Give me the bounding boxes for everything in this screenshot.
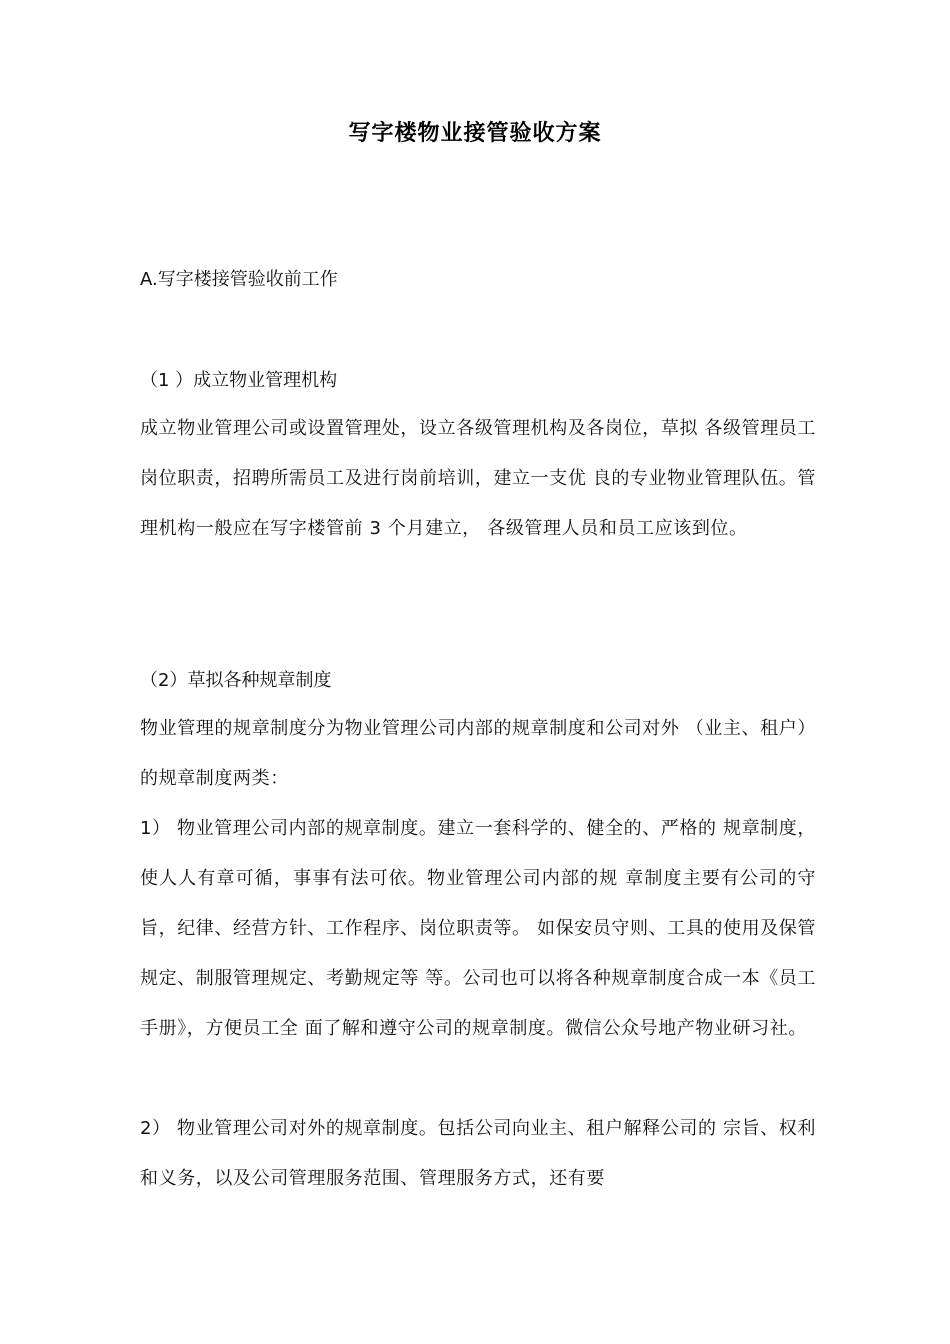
- section-a-heading: A.写字楼接管验收前工作: [140, 269, 338, 290]
- list-item-internal-rules: 1） 物业管理公司内部的规章制度。建立一套科学的、健全的、严格的 规章制度，使人人有章可循，事事有法可依。物业管理公司内部的规 章制度主要有公司的守旨，纪律、经营方针、工作程序、岗位职责等。 如保安员守则、工具的使用及保管规定、制服管理规定、考勤规定等 等。公司也可以将各种规章制度合成一本《员工手册》，方便员工全 面了解和遵守公司的规章制度。微信公众号地产物业研习社。: [140, 818, 816, 1039]
- subsection-2-heading: （2）草拟各种规章制度: [140, 670, 332, 691]
- list-item-external-rules: 2） 物业管理公司对外的规章制度。包括公司向业主、租户解释公司的 宗旨、权利和义务，以及公司管理服务范围、管理服务方式，还有要: [140, 1118, 816, 1189]
- subsection-1-paragraph: 成立物业管理公司或设置管理处，设立各级管理机构及各岗位，草拟 各级管理员工岗位职责，招聘所需员工及进行岗前培训，建立一支优 良的专业物业管理队伍。管理机构一般应在写字楼管前 3 个月建立， 各级管理人员和员工应该到位。: [140, 418, 816, 539]
- subsection-1-heading: （1 ）成立物业管理机构: [140, 370, 338, 391]
- subsection-2-paragraph: 物业管理的规章制度分为物业管理公司内部的规章制度和公司对外 （业主、租户）的规章制度两类：: [140, 718, 816, 789]
- document-title: 写字楼物业接管验收方案: [348, 121, 602, 146]
